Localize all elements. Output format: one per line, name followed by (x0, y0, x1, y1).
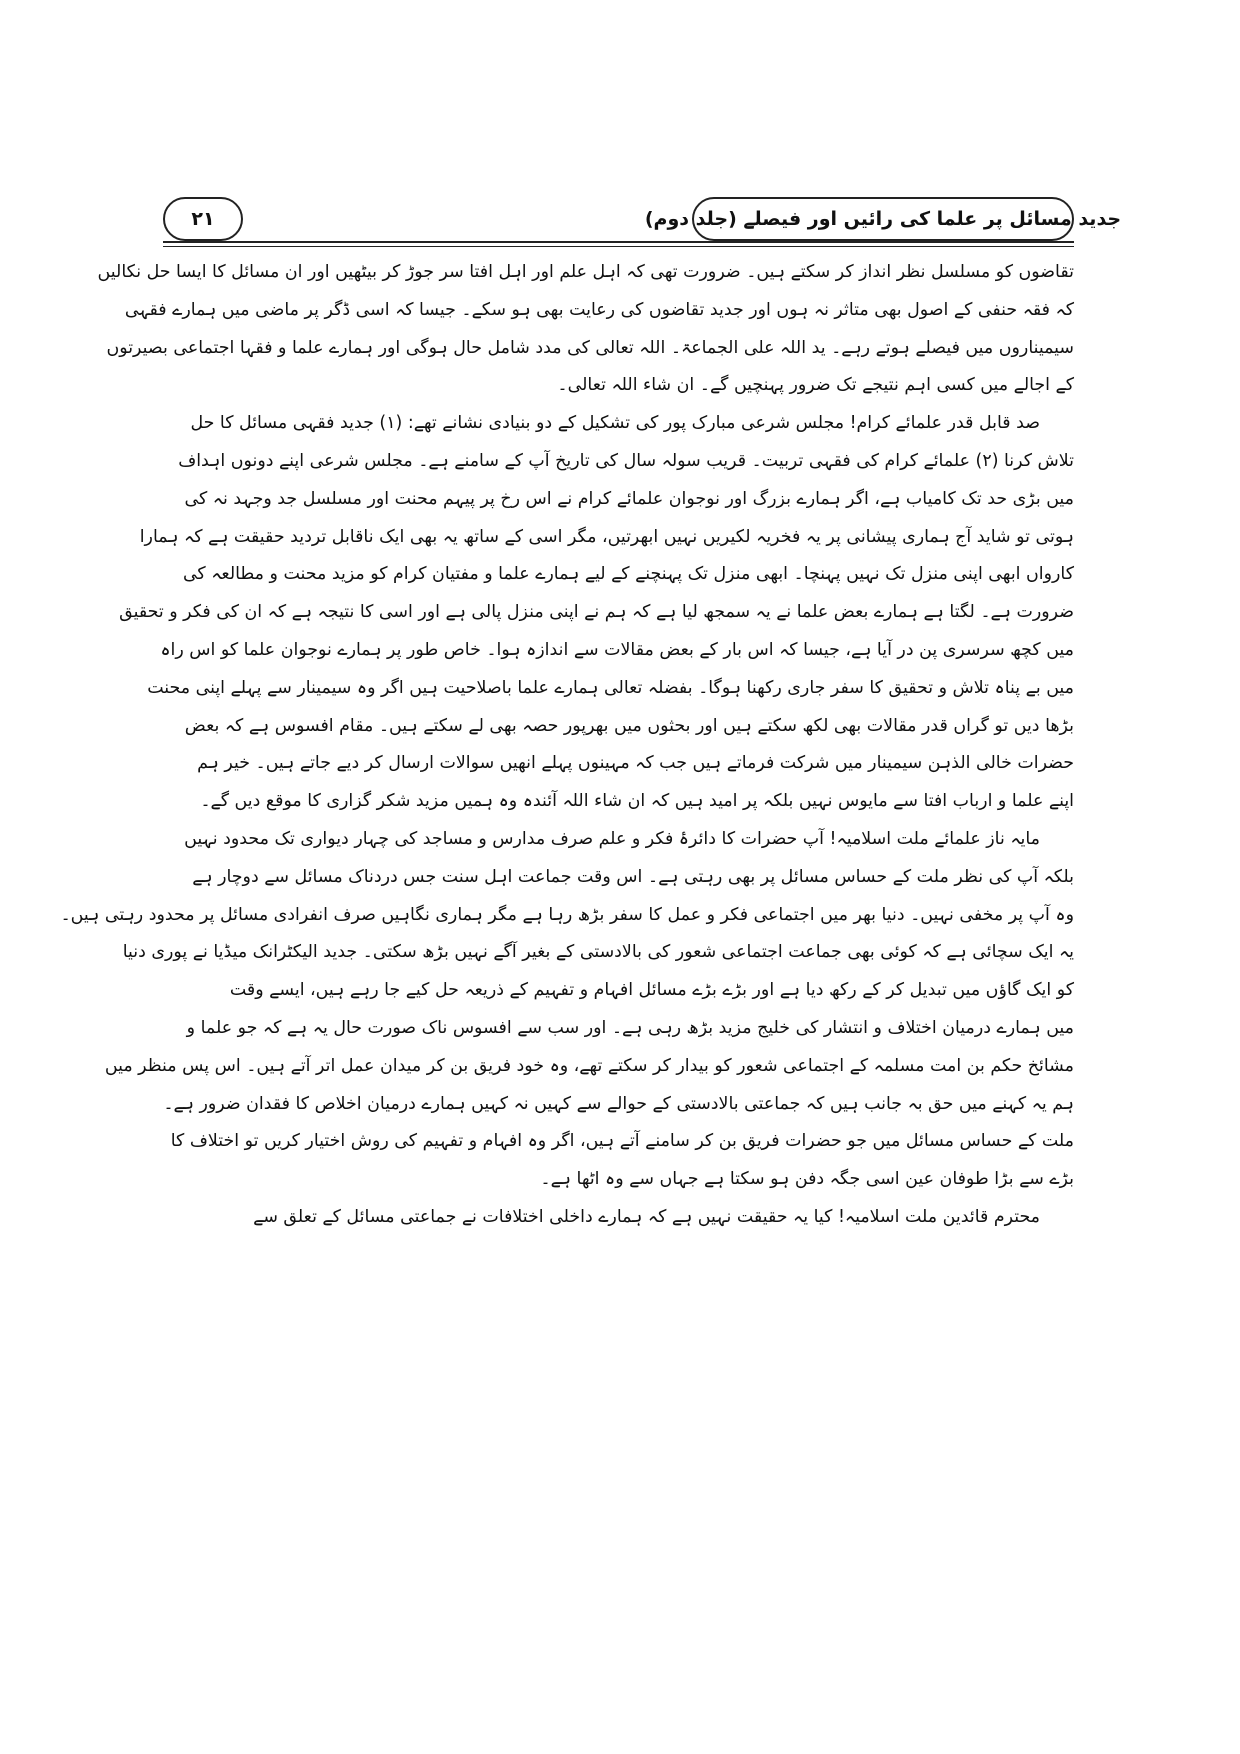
body-text (60, 254, 1074, 1237)
running-header-title: جدید مسائل پر علما کی رائیں اور فیصلے (جلد دوم) (644, 208, 1122, 230)
text-line: یہ ایک سچائی ہے کہ کوئی بھی جماعت اجتماعی شعور کی بالادستی کے بغیر آگے نہیں بڑھ سکتی۔ جدید الیکٹرانک میڈیا نے پوری دنیا (122, 942, 1074, 963)
text-line: ملت کے حساس مسائل میں جو حضرات فریق بن کر سامنے آتے ہیں، اگر وہ افہام و تفہیم کی روش اختیار کریں تو اختلاف کا (170, 1131, 1074, 1152)
text-line: میں کچھ سرسری پن در آیا ہے، جیسا کہ اس بار کے بعض مقالات سے اندازہ ہوا۔ خاص طور پر ہمارے نوجوان علما کو اس راہ (160, 639, 1074, 660)
text-line: میں بڑی حد تک کامیاب ہے، اگر ہمارے بزرگ اور نوجوان علمائے کرام نے اس رخ پر پیہم محنت اور مسلسل جد وجہد نہ کی (184, 488, 1074, 509)
text-line: میں بے پناہ تلاش و تحقیق کا سفر جاری رکھنا ہوگا۔ بفضلہ تعالی ہمارے علما باصلاحیت ہیں اگر وہ سیمینار سے پہلے اپنی محنت (147, 677, 1074, 698)
text-line: ہم یہ کہنے میں حق بہ جانب ہیں کہ جماعتی بالادستی کے حوالے سے کہیں نہ کہیں ہمارے درمیان اخلاص کا فقدان ضرور ہے۔ (163, 1093, 1074, 1114)
text-line: ضرورت ہے۔ لگتا ہے ہمارے بعض علما نے یہ سمجھ لیا ہے کہ ہم نے اپنی منزل پالی ہے اور اسی کا نتیجہ ہے کہ ان کی فکر و تحقیق (119, 602, 1074, 623)
text-line: کو ایک گاؤں میں تبدیل کر کے رکھ دیا ہے اور بڑے بڑے مسائل افہام و تفہیم کے ذریعہ حل کیے جا رہے ہیں، ایسے وقت (229, 980, 1074, 1001)
text-line: بلکہ آپ کی نظر ملت کے حساس مسائل پر بھی رہتی ہے۔ اس وقت جماعت اہل سنت جس دردناک مسائل سے دوچار ہے (192, 866, 1074, 887)
text-line: مشائخ حکم بن امت مسلمہ کے اجتماعی شعور کو بیدار کر سکتے تھے، وہ خود فریق بن کر میدان عمل اتر آتے ہیں۔ اس پس منظر میں (104, 1055, 1074, 1076)
text-line: وہ آپ پر مخفی نہیں۔ دنیا بھر میں اجتماعی فکر و عمل کا سفر بڑھ رہا ہے مگر ہماری نگاہیں صرف انفرادی مسائل پر محدود رہتی ہیں۔ (60, 904, 1074, 925)
text-line: تقاضوں کو مسلسل نظر انداز کر سکتے ہیں۔ ضرورت تھی کہ اہل علم اور اہل افتا سر جوڑ کر بیٹھیں اور ان مسائل کا ایسا حل نکالیں (97, 262, 1074, 282)
text-line: کے اجالے میں کسی اہم نتیجے تک ضرور پہنچیں گے۔ ان شاء اللہ تعالی۔ (557, 375, 1074, 396)
text-line: اپنے علما و ارباب افتا سے مایوس نہیں بلکہ پر امید ہیں کہ ان شاء اللہ آئندہ وہ ہمیں مزید شکر گزاری کا موقع دیں گے۔ (200, 791, 1074, 812)
header-rule-thin (163, 246, 1074, 247)
text-line: تلاش کرنا (۲) علمائے کرام کی فقہی تربیت۔ قریب سولہ سال کی تاریخ آپ کے سامنے ہے۔ مجلس شرعی اپنے دونوں اہداف (178, 450, 1074, 471)
paragraph-first-line: صد قابل قدر علمائے کرام! مجلس شرعی مبارک پور کی تشکیل کے دو بنیادی نشانے تھے: (۱) جدید فقہی مسائل کا حل (190, 413, 1040, 434)
text-line: ہوتی تو شاید آج ہماری پیشانی پر یہ فخریہ لکیریں نہیں ابھرتیں، مگر اسی کے ساتھ یہ بھی ایک ناقابل تردید حقیقت ہے کہ ہمارا (139, 526, 1074, 547)
running-header-title-frame (644, 197, 1122, 241)
page-number: ۲۱ (191, 208, 215, 230)
text-line: سیمیناروں میں فیصلے ہوتے رہے۔ ید اللہ علی الجماعۃ۔ اللہ تعالی کی مدد شامل حال ہوگی اور ہمارے علما و فقہا اجتماعی بصیرتوں (106, 337, 1074, 358)
text-line: بڑے سے بڑا طوفان عین اسی جگہ دفن ہو سکتا ہے جہاں سے وہ اٹھا ہے۔ (540, 1169, 1074, 1190)
text-line: کارواں ابھی اپنی منزل تک نہیں پہنچا۔ ابھی منزل تک پہنچنے کے لیے ہمارے علما و مفتیان کرام کو مزید محنت و مطالعہ کی (182, 564, 1074, 585)
header-rule (163, 241, 1074, 243)
paragraph-first-line: مایہ ناز علمائے ملت اسلامیہ! آپ حضرات کا دائرۂ فکر و علم صرف مدارس و مساجد کی چہار دیواری تک محدود نہیں (184, 828, 1040, 849)
text-line: کہ فقہ حنفی کے اصول بھی متاثر نہ ہوں اور جدید تقاضوں کی رعایت بھی ہو سکے۔ جیسا کہ اسی ڈگر پر ماضی میں ہمارے فقہی (124, 299, 1074, 320)
text-line: حضرات خالی الذہن سیمینار میں شرکت فرماتے ہیں جب کہ مہینوں پہلے انھیں سوالات ارسال کر دیے جاتے ہیں۔ خیر ہم (197, 753, 1074, 774)
text-line: میں ہمارے درمیان اختلاف و انتشار کی خلیج مزید بڑھ رہی ہے۔ اور سب سے افسوس ناک صورت حال یہ ہے کہ جو علما و (186, 1017, 1074, 1038)
paragraph-first-line: محترم قائدین ملت اسلامیہ! کیا یہ حقیقت نہیں ہے کہ ہمارے داخلی اختلافات نے جماعتی مسائل کے تعلق سے (253, 1206, 1040, 1227)
page-number-frame (163, 197, 243, 241)
text-line: بڑھا دیں تو گراں قدر مقالات بھی لکھ سکتے ہیں اور بحثوں میں بھرپور حصہ بھی لے سکتے ہیں۔ مقام افسوس ہے کہ بعض (184, 715, 1074, 736)
